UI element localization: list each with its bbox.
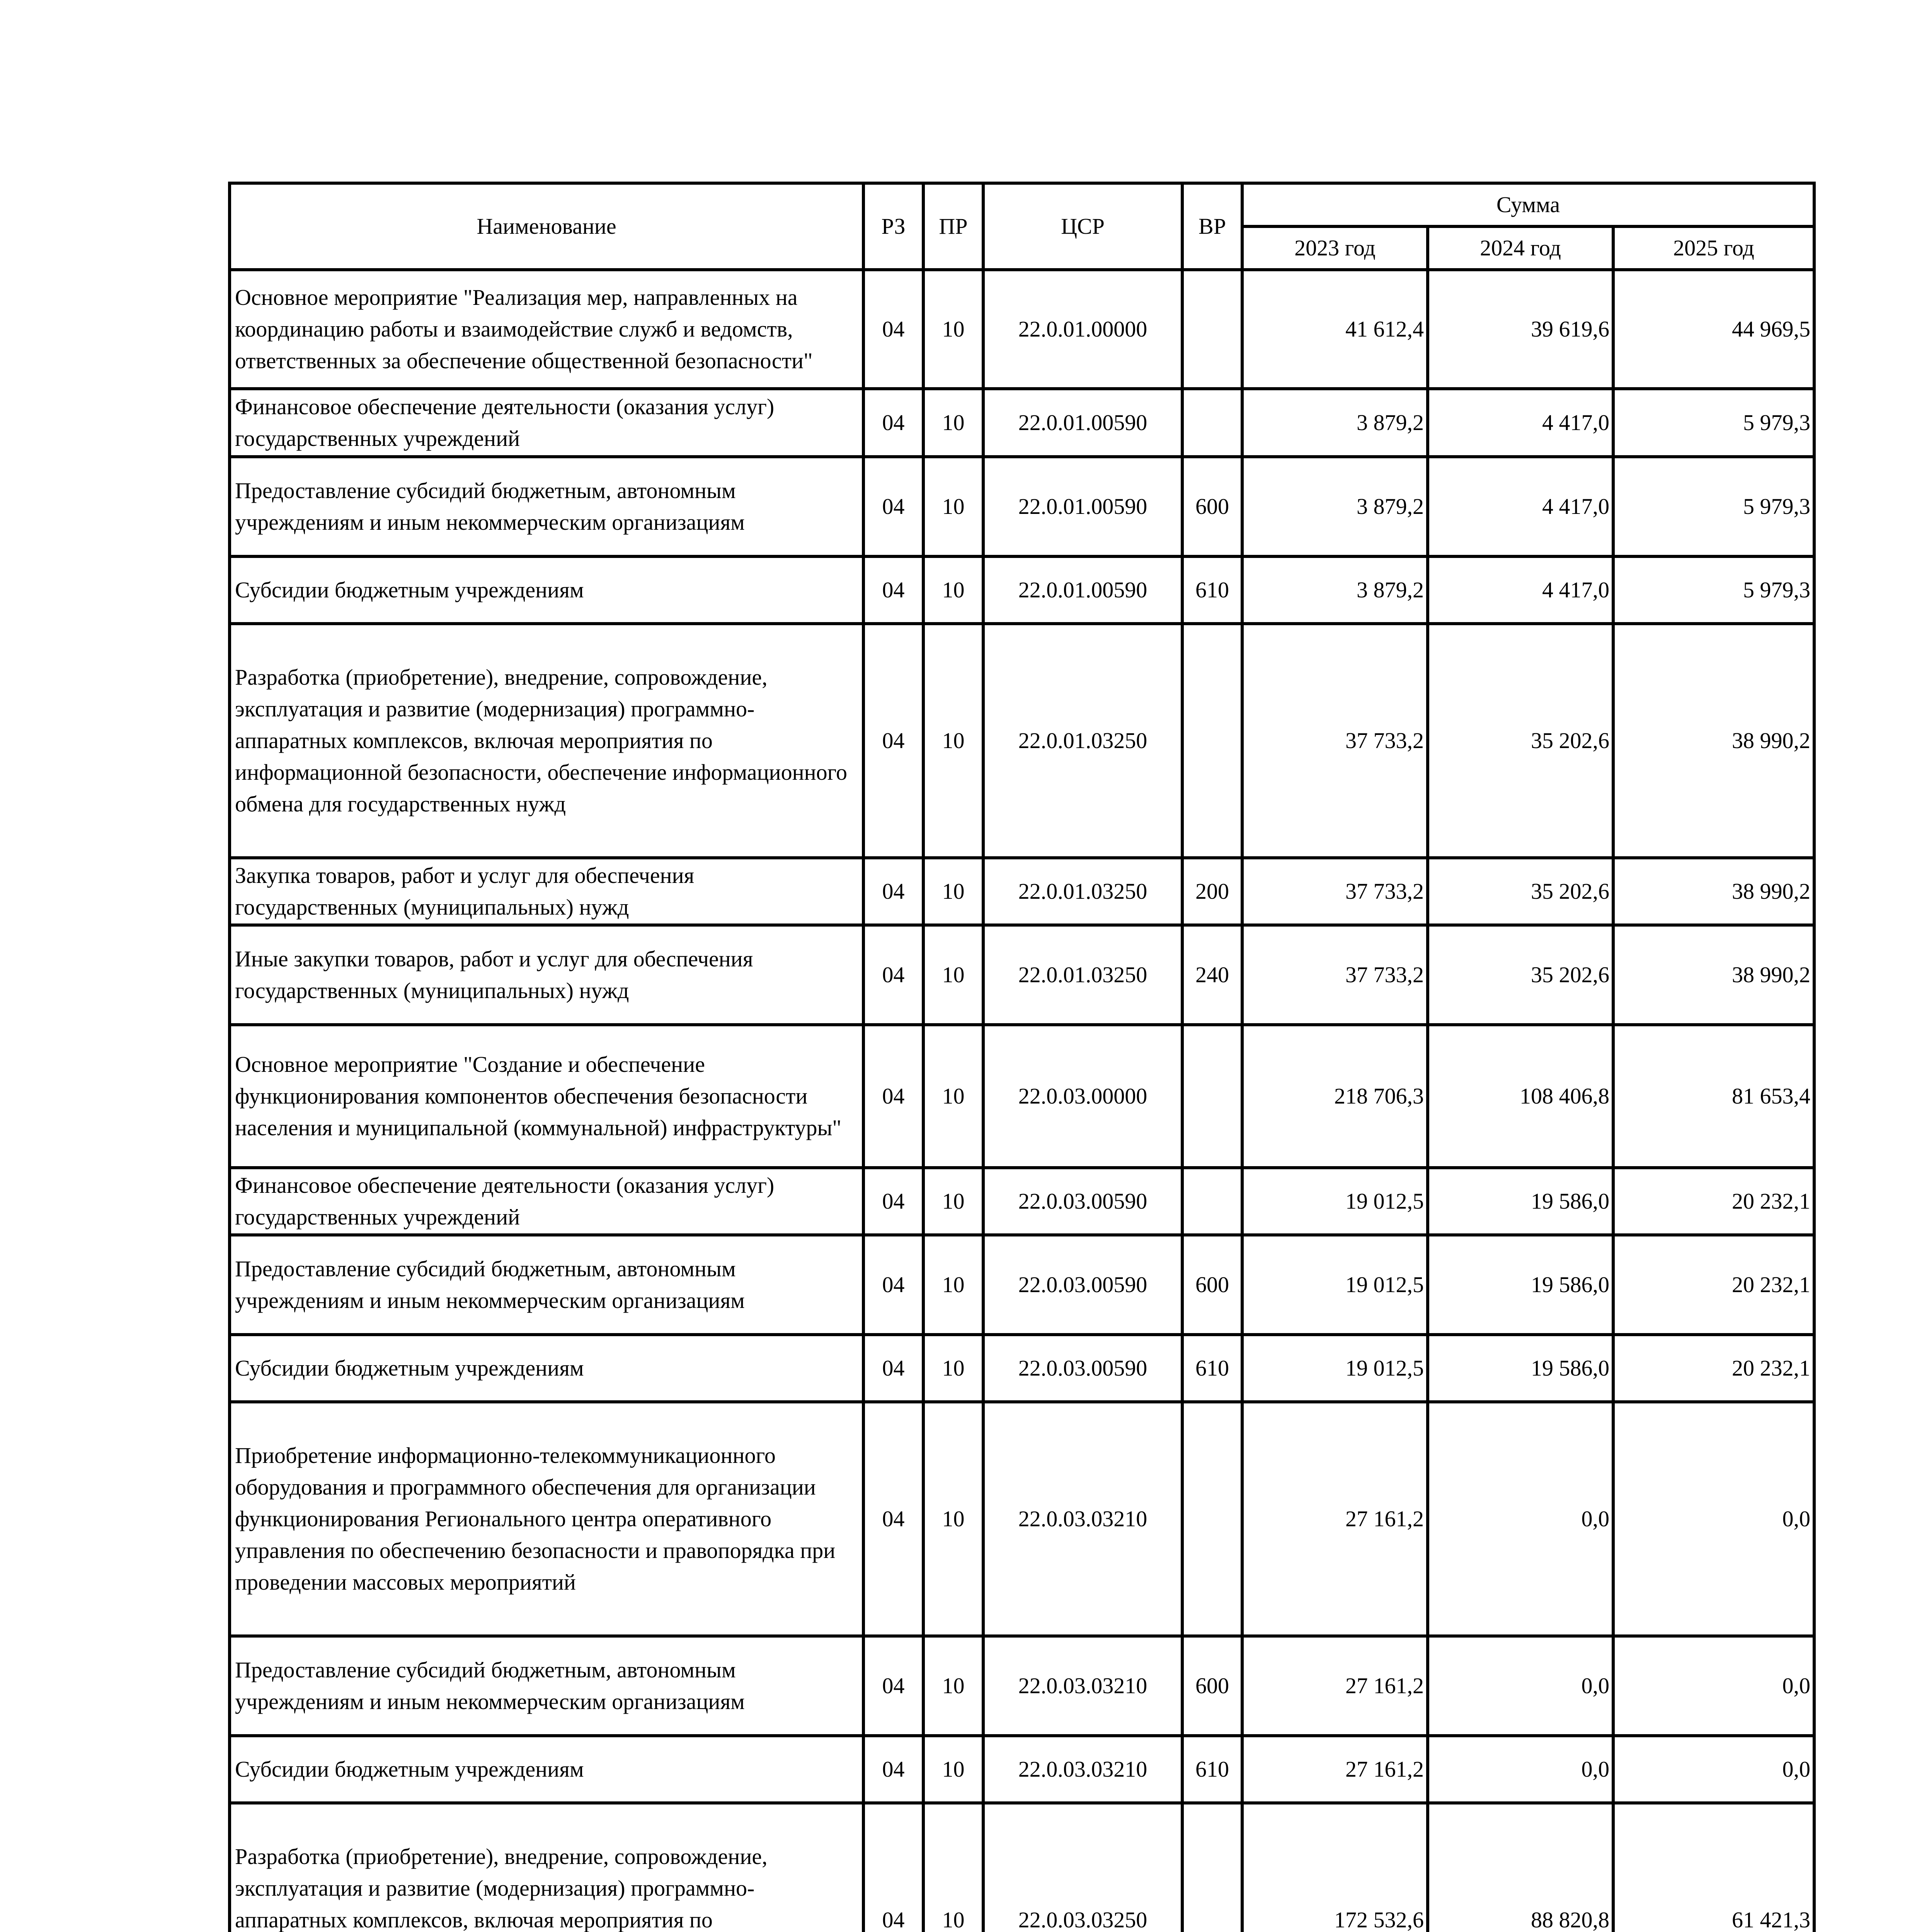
cell-name: Финансовое обеспечение деятельности (оказания услуг) государственных учреждений bbox=[230, 1168, 863, 1235]
cell-pr: 10 bbox=[923, 624, 983, 858]
header-year-2024: 2024 год bbox=[1428, 226, 1613, 270]
cell-vr: 600 bbox=[1182, 457, 1242, 556]
cell-2023: 3 879,2 bbox=[1242, 457, 1428, 556]
table-row bbox=[230, 1736, 1814, 1803]
header-year-2023: 2023 год bbox=[1242, 226, 1428, 270]
cell-pr: 10 bbox=[923, 858, 983, 925]
cell-name: Предоставление субсидий бюджетным, автономным учреждениям и иным некоммерческим организациям bbox=[230, 1235, 863, 1335]
cell-rz: 04 bbox=[863, 1803, 923, 1932]
cell-2025: 61 421,3 bbox=[1613, 1803, 1814, 1932]
cell-2024: 4 417,0 bbox=[1428, 457, 1613, 556]
header-name: Наименование bbox=[230, 183, 863, 270]
header-rz: РЗ bbox=[863, 183, 923, 270]
cell-vr: 200 bbox=[1182, 858, 1242, 925]
cell-pr: 10 bbox=[923, 1636, 983, 1736]
cell-rz: 04 bbox=[863, 1636, 923, 1736]
cell-2025: 5 979,3 bbox=[1613, 556, 1814, 624]
cell-name: Предоставление субсидий бюджетным, автономным учреждениям и иным некоммерческим организациям bbox=[230, 457, 863, 556]
cell-2023: 37 733,2 bbox=[1242, 624, 1428, 858]
cell-2024: 19 586,0 bbox=[1428, 1168, 1613, 1235]
table-row bbox=[230, 1168, 1814, 1235]
cell-rz: 04 bbox=[863, 925, 923, 1025]
cell-pr: 10 bbox=[923, 389, 983, 457]
cell-csr: 22.0.03.03210 bbox=[983, 1636, 1182, 1736]
cell-2024: 35 202,6 bbox=[1428, 624, 1613, 858]
table-row bbox=[230, 1636, 1814, 1736]
cell-2024: 0,0 bbox=[1428, 1636, 1613, 1736]
cell-csr: 22.0.01.00590 bbox=[983, 556, 1182, 624]
cell-pr: 10 bbox=[923, 556, 983, 624]
cell-2024: 4 417,0 bbox=[1428, 389, 1613, 457]
cell-vr: 610 bbox=[1182, 1335, 1242, 1402]
table-row bbox=[230, 389, 1814, 457]
budget-table bbox=[228, 182, 1816, 1932]
cell-2025: 81 653,4 bbox=[1613, 1025, 1814, 1168]
cell-vr bbox=[1182, 1025, 1242, 1168]
cell-csr: 22.0.03.03210 bbox=[983, 1402, 1182, 1636]
cell-rz: 04 bbox=[863, 1168, 923, 1235]
cell-2024: 35 202,6 bbox=[1428, 925, 1613, 1025]
cell-vr bbox=[1182, 270, 1242, 389]
cell-vr bbox=[1182, 1168, 1242, 1235]
cell-2023: 19 012,5 bbox=[1242, 1335, 1428, 1402]
cell-2023: 19 012,5 bbox=[1242, 1235, 1428, 1335]
table-row bbox=[230, 1335, 1814, 1402]
cell-2024: 19 586,0 bbox=[1428, 1335, 1613, 1402]
cell-2023: 27 161,2 bbox=[1242, 1736, 1428, 1803]
cell-name: Субсидии бюджетным учреждениям bbox=[230, 1736, 863, 1803]
cell-name: Субсидии бюджетным учреждениям bbox=[230, 556, 863, 624]
cell-name: Закупка товаров, работ и услуг для обеспечения государственных (муниципальных) нужд bbox=[230, 858, 863, 925]
cell-2025: 0,0 bbox=[1613, 1636, 1814, 1736]
cell-vr: 240 bbox=[1182, 925, 1242, 1025]
cell-name: Разработка (приобретение), внедрение, сопровождение, эксплуатация и развитие (модернизация) программно-аппаратных комплексов, включая мероприятия по информационной безопасности, обеспечение информационного обмена для государственных нужд bbox=[230, 624, 863, 858]
cell-pr: 10 bbox=[923, 1335, 983, 1402]
cell-2024: 35 202,6 bbox=[1428, 858, 1613, 925]
header-vr: ВР bbox=[1182, 183, 1242, 270]
table-row bbox=[230, 270, 1814, 389]
cell-name: Основное мероприятие "Реализация мер, направленных на координацию работы и взаимодействие служб и ведомств, ответственных за обеспечение общественной безопасности" bbox=[230, 270, 863, 389]
cell-csr: 22.0.03.00590 bbox=[983, 1235, 1182, 1335]
cell-2023: 3 879,2 bbox=[1242, 389, 1428, 457]
cell-rz: 04 bbox=[863, 389, 923, 457]
table-body bbox=[230, 270, 1814, 1932]
cell-2024: 0,0 bbox=[1428, 1736, 1613, 1803]
cell-2023: 27 161,2 bbox=[1242, 1636, 1428, 1736]
cell-2025: 5 979,3 bbox=[1613, 389, 1814, 457]
cell-pr: 10 bbox=[923, 270, 983, 389]
cell-2025: 0,0 bbox=[1613, 1402, 1814, 1636]
cell-rz: 04 bbox=[863, 1235, 923, 1335]
table-row bbox=[230, 858, 1814, 925]
table-row bbox=[230, 1025, 1814, 1168]
cell-vr bbox=[1182, 1803, 1242, 1932]
table-row bbox=[230, 1235, 1814, 1335]
cell-2023: 172 532,6 bbox=[1242, 1803, 1428, 1932]
cell-rz: 04 bbox=[863, 1736, 923, 1803]
cell-pr: 10 bbox=[923, 1803, 983, 1932]
cell-rz: 04 bbox=[863, 1402, 923, 1636]
cell-name: Разработка (приобретение), внедрение, сопровождение, эксплуатация и развитие (модернизация) программно-аппаратных комплексов, включая мероприятия по bbox=[230, 1803, 863, 1932]
cell-name: Предоставление субсидий бюджетным, автономным учреждениям и иным некоммерческим организациям bbox=[230, 1636, 863, 1736]
cell-vr: 600 bbox=[1182, 1235, 1242, 1335]
table-row bbox=[230, 1803, 1814, 1932]
cell-2024: 4 417,0 bbox=[1428, 556, 1613, 624]
cell-csr: 22.0.03.03210 bbox=[983, 1736, 1182, 1803]
cell-name: Основное мероприятие "Создание и обеспечение функционирования компонентов обеспечения безопасности населения и муниципальной (коммунальной) инфраструктуры" bbox=[230, 1025, 863, 1168]
cell-2024: 39 619,6 bbox=[1428, 270, 1613, 389]
cell-2025: 38 990,2 bbox=[1613, 858, 1814, 925]
cell-2023: 27 161,2 bbox=[1242, 1402, 1428, 1636]
cell-rz: 04 bbox=[863, 457, 923, 556]
cell-vr: 600 bbox=[1182, 1636, 1242, 1736]
table-header bbox=[230, 183, 1814, 270]
cell-2024: 19 586,0 bbox=[1428, 1235, 1613, 1335]
cell-2024: 0,0 bbox=[1428, 1402, 1613, 1636]
cell-name: Приобретение информационно-телекоммуникационного оборудования и программного обеспечения для организации функционирования Регионального центра оперативного управления по обеспечению безопасности и правопорядка при проведении массовых мероприятий bbox=[230, 1402, 863, 1636]
cell-pr: 10 bbox=[923, 1235, 983, 1335]
header-year-2025: 2025 год bbox=[1613, 226, 1814, 270]
table-row bbox=[230, 925, 1814, 1025]
cell-pr: 10 bbox=[923, 925, 983, 1025]
cell-2025: 38 990,2 bbox=[1613, 624, 1814, 858]
cell-name: Финансовое обеспечение деятельности (оказания услуг) государственных учреждений bbox=[230, 389, 863, 457]
cell-csr: 22.0.01.00590 bbox=[983, 389, 1182, 457]
cell-2025: 44 969,5 bbox=[1613, 270, 1814, 389]
cell-pr: 10 bbox=[923, 1168, 983, 1235]
cell-rz: 04 bbox=[863, 1025, 923, 1168]
cell-2023: 218 706,3 bbox=[1242, 1025, 1428, 1168]
cell-2025: 20 232,1 bbox=[1613, 1168, 1814, 1235]
cell-vr: 610 bbox=[1182, 556, 1242, 624]
cell-vr: 610 bbox=[1182, 1736, 1242, 1803]
cell-csr: 22.0.01.03250 bbox=[983, 925, 1182, 1025]
cell-pr: 10 bbox=[923, 1736, 983, 1803]
cell-pr: 10 bbox=[923, 457, 983, 556]
header-csr: ЦСР bbox=[983, 183, 1182, 270]
cell-vr bbox=[1182, 389, 1242, 457]
cell-2023: 3 879,2 bbox=[1242, 556, 1428, 624]
cell-2025: 5 979,3 bbox=[1613, 457, 1814, 556]
table-row bbox=[230, 1402, 1814, 1636]
cell-csr: 22.0.01.00590 bbox=[983, 457, 1182, 556]
table-row bbox=[230, 556, 1814, 624]
cell-2025: 0,0 bbox=[1613, 1736, 1814, 1803]
table-row bbox=[230, 624, 1814, 858]
cell-name: Субсидии бюджетным учреждениям bbox=[230, 1335, 863, 1402]
cell-2024: 88 820,8 bbox=[1428, 1803, 1613, 1932]
cell-2023: 37 733,2 bbox=[1242, 858, 1428, 925]
cell-pr: 10 bbox=[923, 1025, 983, 1168]
cell-csr: 22.0.03.00590 bbox=[983, 1168, 1182, 1235]
cell-csr: 22.0.03.00000 bbox=[983, 1025, 1182, 1168]
cell-rz: 04 bbox=[863, 1335, 923, 1402]
cell-csr: 22.0.03.03250 bbox=[983, 1803, 1182, 1932]
cell-vr bbox=[1182, 624, 1242, 858]
cell-2025: 20 232,1 bbox=[1613, 1235, 1814, 1335]
cell-rz: 04 bbox=[863, 624, 923, 858]
cell-2024: 108 406,8 bbox=[1428, 1025, 1613, 1168]
header-sum: Сумма bbox=[1242, 183, 1814, 226]
cell-2025: 38 990,2 bbox=[1613, 925, 1814, 1025]
cell-csr: 22.0.01.00000 bbox=[983, 270, 1182, 389]
cell-rz: 04 bbox=[863, 270, 923, 389]
table-row bbox=[230, 457, 1814, 556]
cell-vr bbox=[1182, 1402, 1242, 1636]
cell-rz: 04 bbox=[863, 556, 923, 624]
cell-2023: 37 733,2 bbox=[1242, 925, 1428, 1025]
cell-csr: 22.0.03.00590 bbox=[983, 1335, 1182, 1402]
cell-name: Иные закупки товаров, работ и услуг для обеспечения государственных (муниципальных) нужд bbox=[230, 925, 863, 1025]
cell-2023: 19 012,5 bbox=[1242, 1168, 1428, 1235]
cell-pr: 10 bbox=[923, 1402, 983, 1636]
cell-2025: 20 232,1 bbox=[1613, 1335, 1814, 1402]
cell-rz: 04 bbox=[863, 858, 923, 925]
header-pr: ПР bbox=[923, 183, 983, 270]
cell-csr: 22.0.01.03250 bbox=[983, 858, 1182, 925]
cell-2023: 41 612,4 bbox=[1242, 270, 1428, 389]
cell-csr: 22.0.01.03250 bbox=[983, 624, 1182, 858]
